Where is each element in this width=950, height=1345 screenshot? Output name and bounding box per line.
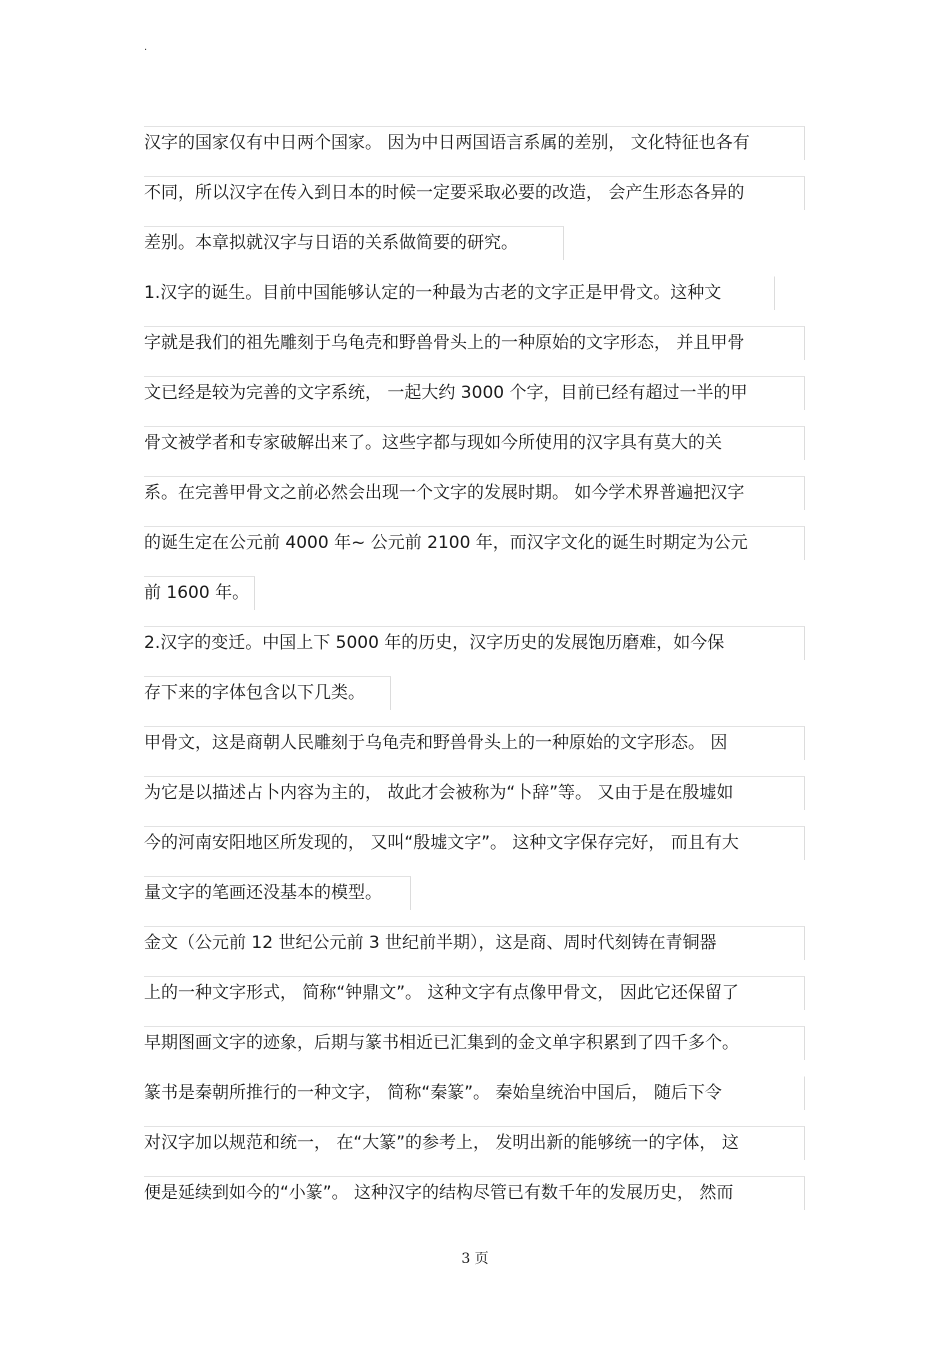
- text-line: 为它是以描述占卜内容为主的， 故此才会被称为“卜辞”等。 又由于是在殷墟如: [144, 783, 734, 803]
- text-line: 汉字的国家仅有中日两个国家。 因为中日两国语言系属的差别， 文化特征也各有: [144, 133, 750, 153]
- text-line: 便是延续到如今的“小篆”。 这种汉字的结构尽管已有数千年的发展历史， 然而: [144, 1183, 734, 1203]
- text-line: 不同，所以汉字在传入到日本的时候一定要采取必要的改造， 会产生形态各异的: [144, 183, 745, 203]
- text-line: 今的河南安阳地区所发现的， 又叫“殷墟文字”。 这种文字保存完好， 而且有大: [144, 833, 739, 853]
- text-line: 早期图画文字的迹象，后期与篆书相近已汇集到的金文单字积累到了四千多个。: [144, 1033, 739, 1053]
- text-line: 系。在完善甲骨文之前必然会出现一个文字的发展时期。 如今学术界普遍把汉字: [144, 483, 745, 503]
- text-line: 差别。本章拟就汉字与日语的关系做简要的研究。: [144, 233, 518, 253]
- text-line: 甲骨文，这是商朝人民雕刻于乌龟壳和野兽骨头上的一种原始的文字形态。 因: [144, 733, 728, 753]
- text-line: 骨文被学者和专家破解出来了。这些字都与现如今所使用的汉字具有莫大的关: [144, 433, 722, 453]
- text-line: 前 1600 年。: [144, 583, 250, 603]
- text-line: 的诞生定在公元前 4000 年~ 公元前 2100 年，而汉字文化的诞生时期定为公元: [144, 533, 748, 553]
- text-line: 篆书是秦朝所推行的一种文字， 简称“秦篆”。 秦始皇统治中国后， 随后下令: [144, 1083, 722, 1103]
- text-line: 金文（公元前 12 世纪公元前 3 世纪前半期），这是商、周时代刻铸在青铜器: [144, 933, 717, 953]
- page-number: 3 页: [461, 1251, 489, 1267]
- text-line: 对汉字加以规范和统一， 在“大篆”的参考上， 发明出新的能够统一的字体， 这: [144, 1133, 739, 1153]
- text-line: 字就是我们的祖先雕刻于乌龟壳和野兽骨头上的一种原始的文字形态， 并且甲骨: [144, 333, 745, 353]
- text-line: 上的一种文字形式， 简称“钟鼎文”。 这种文字有点像甲骨文， 因此它还保留了: [144, 983, 739, 1003]
- text-line: 存下来的字体包含以下几类。: [144, 683, 365, 703]
- text-line: 文已经是较为完善的文字系统， 一起大约 3000 个字，目前已经有超过一半的甲: [144, 383, 748, 403]
- text-line: 量文字的笔画还没基本的模型。: [144, 883, 382, 903]
- text-line: 1.汉字的诞生。目前中国能够认定的一种最为古老的文字正是甲骨文。这种文: [144, 283, 722, 303]
- corner-mark: .: [144, 42, 148, 53]
- text-line: 2.汉字的变迁。中国上下 5000 年的历史，汉字历史的发展饱历磨难，如今保: [144, 633, 725, 653]
